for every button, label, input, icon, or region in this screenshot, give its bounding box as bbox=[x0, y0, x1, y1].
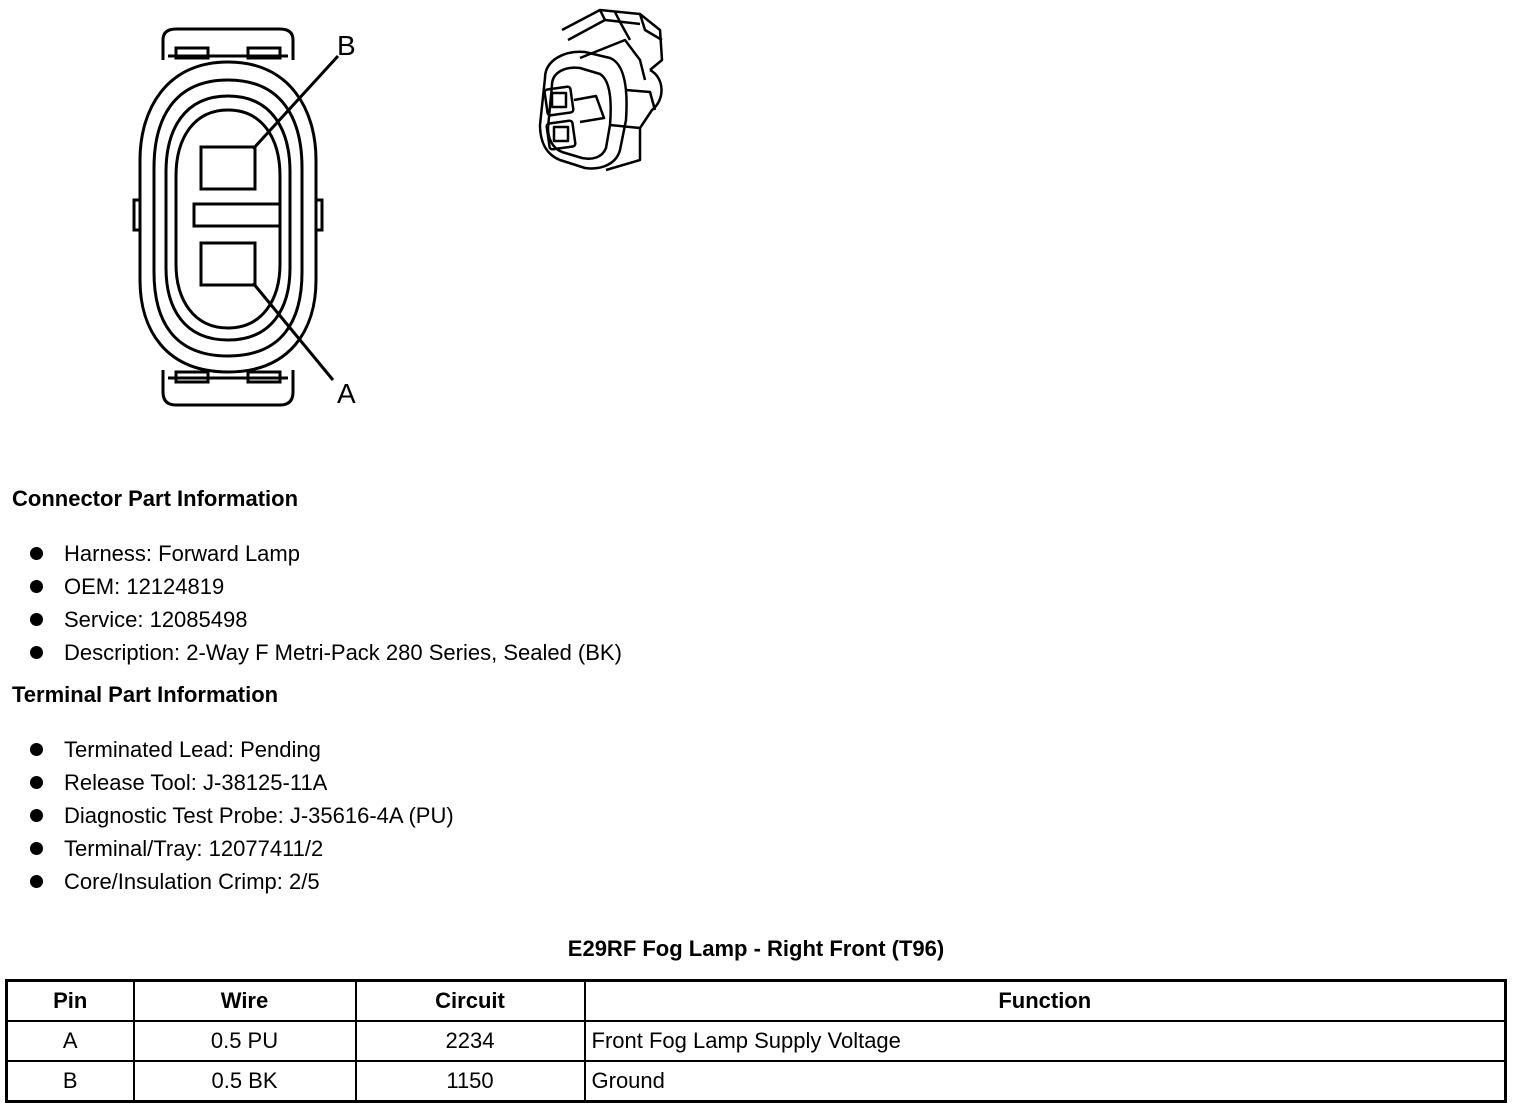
table-row bbox=[7, 1061, 1506, 1102]
table-row bbox=[7, 1021, 1506, 1061]
list-item: Terminated Lead: Pending bbox=[28, 733, 454, 766]
connector-info-heading: Connector Part Information bbox=[12, 486, 299, 511]
table-caption: E29RF Fog Lamp - Right Front (T96) bbox=[567, 936, 945, 961]
header-pin: Pin bbox=[7, 981, 134, 1022]
connector-info-list bbox=[28, 537, 622, 669]
terminal-info-list bbox=[28, 733, 454, 898]
list-item: OEM: 12124819 bbox=[28, 570, 622, 603]
list-item: Diagnostic Test Probe: J-35616-4A (PU) bbox=[28, 799, 454, 832]
bullet-icon bbox=[30, 875, 43, 888]
list-item: Core/Insulation Crimp: 2/5 bbox=[28, 865, 454, 898]
list-item: Terminal/Tray: 12077411/2 bbox=[28, 832, 454, 865]
bullet-icon bbox=[30, 776, 43, 789]
pin-table bbox=[5, 979, 1507, 1103]
cell-pin: B bbox=[7, 1061, 134, 1102]
pin-b-label: B bbox=[337, 30, 356, 61]
list-item: Harness: Forward Lamp bbox=[28, 537, 622, 570]
header-function: Function bbox=[585, 981, 1506, 1022]
cell-wire: 0.5 PU bbox=[134, 1021, 356, 1061]
cell-wire: 0.5 BK bbox=[134, 1061, 356, 1102]
header-wire: Wire bbox=[134, 981, 356, 1022]
cell-pin: A bbox=[7, 1021, 134, 1061]
bullet-icon bbox=[30, 613, 43, 626]
list-item: Service: 12085498 bbox=[28, 603, 622, 636]
table-header-row bbox=[7, 981, 1506, 1022]
pin-a-label: A bbox=[337, 378, 356, 409]
bullet-icon bbox=[30, 580, 43, 593]
terminal-info-heading: Terminal Part Information bbox=[12, 682, 279, 707]
bullet-icon bbox=[30, 842, 43, 855]
header-circuit: Circuit bbox=[356, 981, 585, 1022]
cell-function: Front Fog Lamp Supply Voltage bbox=[585, 1021, 1506, 1061]
connector-face-diagram bbox=[120, 20, 380, 420]
bullet-icon bbox=[30, 809, 43, 822]
cell-circuit: 2234 bbox=[356, 1021, 585, 1061]
list-item: Description: 2-Way F Metri-Pack 280 Series, Sealed (BK) bbox=[28, 636, 622, 669]
connector-isometric-diagram bbox=[530, 5, 680, 180]
bullet-icon bbox=[30, 743, 43, 756]
cell-circuit: 1150 bbox=[356, 1061, 585, 1102]
bullet-icon bbox=[30, 646, 43, 659]
cell-function: Ground bbox=[585, 1061, 1506, 1102]
list-item: Release Tool: J-38125-11A bbox=[28, 766, 454, 799]
bullet-icon bbox=[30, 547, 43, 560]
